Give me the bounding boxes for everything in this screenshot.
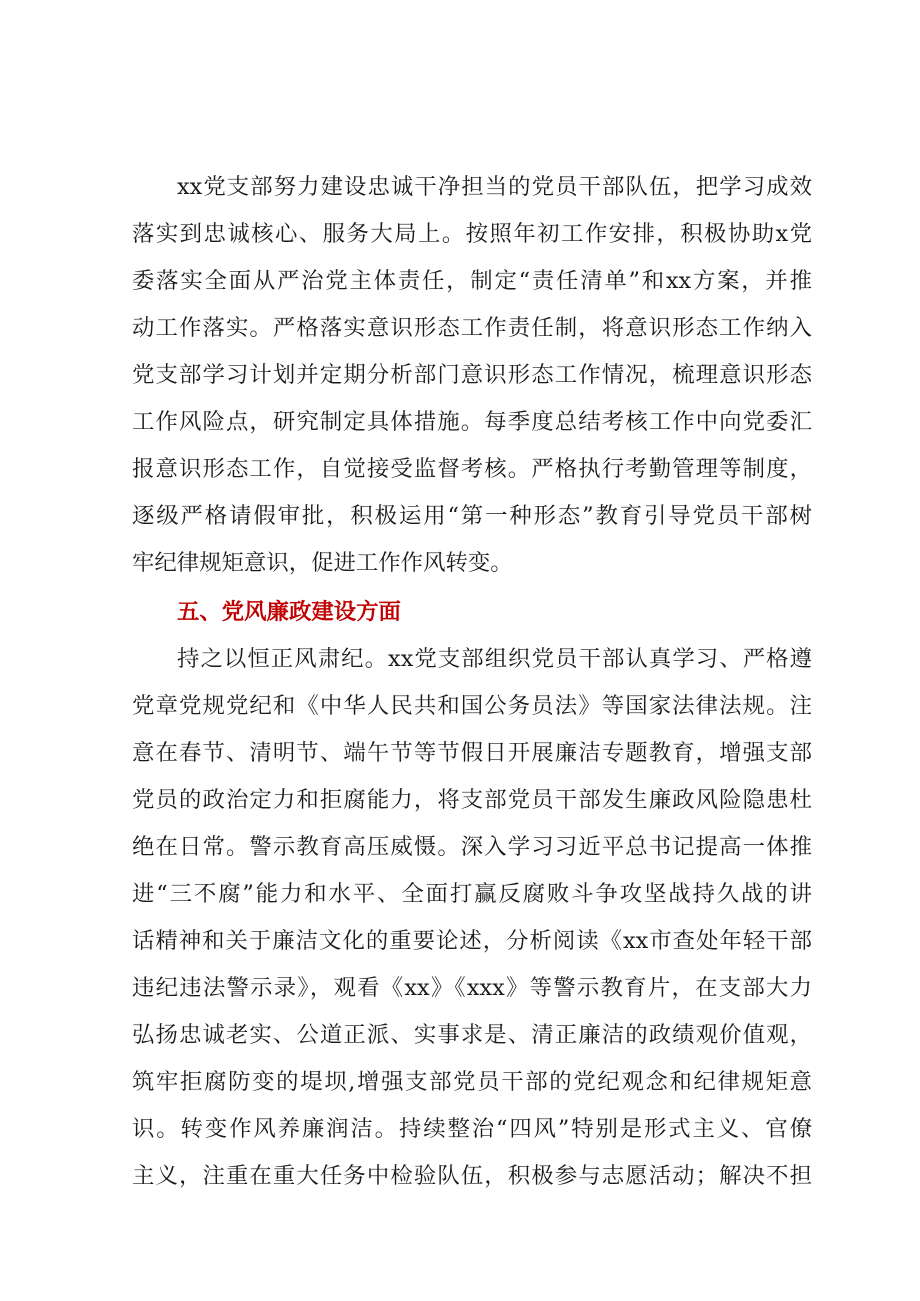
paragraph2-line: 党章党规党纪和《中华人民共和国公务员法》等国家法律法规。注 bbox=[132, 693, 812, 719]
paragraph2-line: 识。转变作风养廉润洁。持续整治“四风”特别是形式主义、官僚 bbox=[132, 1116, 812, 1142]
paragraph1-line: 逐级严格请假审批，积极运用“第一种形态”教育引导党员干部树 bbox=[132, 503, 812, 529]
paragraph1-line: 牢纪律规矩意识，促进工作作风转变。 bbox=[132, 550, 513, 576]
paragraph1-line: 党支部学习计划并定期分析部门意识形态工作情况，梳理意识形态 bbox=[132, 362, 812, 388]
paragraph2-line: 弘扬忠诚老实、公道正派、实事求是、清正廉洁的政绩观价值观， bbox=[132, 1022, 812, 1048]
paragraph2-line: 进“三不腐”能力和水平、全面打赢反腐败斗争攻坚战持久战的讲 bbox=[132, 881, 812, 907]
paragraph1-line: 动工作落实。严格落实意识形态工作责任制，将意识形态工作纳入 bbox=[132, 315, 812, 341]
paragraph2-line: 主义，注重在重大任务中检验队伍，积极参与志愿活动；解决不担 bbox=[132, 1163, 812, 1189]
paragraph1-line: 工作风险点，研究制定具体措施。每季度总结考核工作中向党委汇 bbox=[132, 409, 812, 435]
paragraph2-line: 意在春节、清明节、端午节等节假日开展廉洁专题教育，增强支部 bbox=[132, 740, 812, 766]
paragraph2-line: 违纪违法警示录》，观看《xx》《xxx》等警示教育片，在支部大力 bbox=[132, 975, 812, 1001]
paragraph2-line: 话精神和关于廉洁文化的重要论述，分析阅读《xx市查处年轻干部 bbox=[132, 928, 812, 954]
paragraph1-line: xx党支部努力建设忠诚干净担当的党员干部队伍，把学习成效 bbox=[177, 174, 812, 200]
paragraph1-line: 报意识形态工作，自觉接受监督考核。严格执行考勤管理等制度， bbox=[132, 456, 812, 482]
paragraph2-line: 党员的政治定力和拒腐能力，将支部党员干部发生廉政风险隐患杜 bbox=[132, 787, 812, 813]
section-heading: 五、党风廉政建设方面 bbox=[177, 599, 401, 625]
paragraph2-line: 筑牢拒腐防变的堤坝,增强支部党员干部的党纪观念和纪律规矩意 bbox=[132, 1069, 812, 1095]
paragraph1-line: 落实到忠诚核心、服务大局上。按照年初工作安排，积极协助x党 bbox=[132, 221, 812, 247]
paragraph2-line: 绝在日常。警示教育高压威慑。深入学习习近平总书记提高一体推 bbox=[132, 834, 812, 860]
paragraph1-line: 委落实全面从严治党主体责任，制定“责任清单”和xx方案，并推 bbox=[132, 268, 812, 294]
paragraph2-line: 持之以恒正风肃纪。xx党支部组织党员干部认真学习、严格遵 bbox=[177, 646, 812, 672]
